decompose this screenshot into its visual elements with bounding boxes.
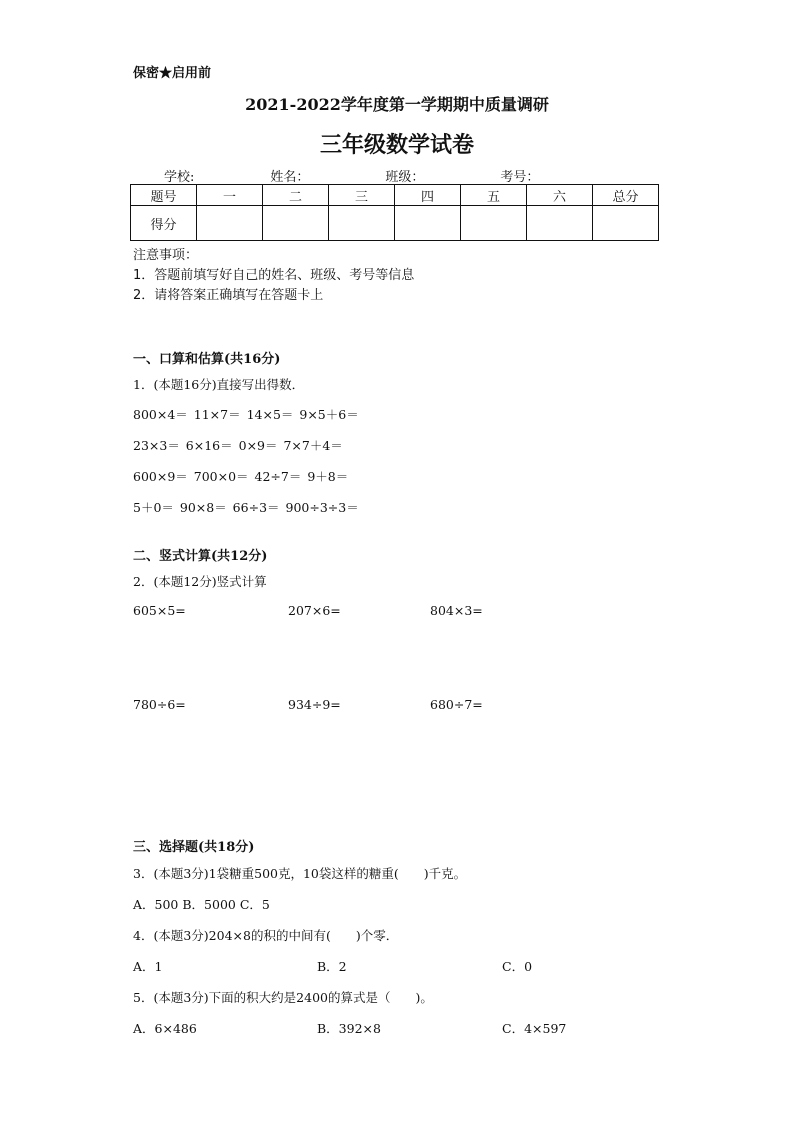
- question-5-text: 5．(本题3分)下面的积大约是2400的算式是（ )。: [133, 990, 433, 1005]
- name-label: 姓名：: [270, 170, 310, 185]
- vertical-calc-item: 804×3=: [430, 603, 483, 618]
- table-header-cell: 一: [197, 185, 263, 206]
- exam-title: 2021-2022学年度第一学期期中质量调研: [245, 95, 549, 114]
- table-header-cell: 二: [263, 185, 329, 206]
- question-2-text: 2．(本题12分)竖式计算: [133, 574, 267, 589]
- class-field[interactable]: [424, 170, 500, 185]
- score-cell[interactable]: [461, 206, 527, 241]
- vertical-calc-item: 207×6=: [288, 603, 341, 618]
- question-4-text: 4．(本题3分)204×8的积的中间有( )个零．: [133, 928, 399, 943]
- name-field[interactable]: [309, 170, 385, 185]
- vertical-calc-item: 934÷9=: [288, 697, 341, 712]
- vertical-calc-item: 680÷7=: [430, 697, 483, 712]
- option-c[interactable]: C．4×597: [502, 1021, 567, 1036]
- score-table: [130, 184, 659, 241]
- table-header-cell: 三: [329, 185, 395, 206]
- exam-subtitle: 三年级数学试卷: [319, 133, 474, 158]
- score-cell[interactable]: [527, 206, 593, 241]
- calc-line: 5＋0＝ 90×8＝ 66÷3＝ 900÷3÷3＝: [133, 500, 359, 515]
- score-cell[interactable]: [329, 206, 395, 241]
- exam-no-label: 考号：: [500, 170, 540, 185]
- option-a[interactable]: A．1: [133, 959, 163, 974]
- section-2-title: 二、竖式计算(共12分): [133, 549, 268, 564]
- score-table-score-row: [131, 206, 659, 241]
- table-row-label: 得分: [131, 206, 197, 241]
- confidential-label: 保密★启用前: [133, 66, 212, 81]
- student-info-line: [164, 166, 617, 185]
- score-cell[interactable]: [197, 206, 263, 241]
- section-1-title: 一、口算和估算(共16分): [133, 352, 281, 367]
- option-a[interactable]: A．6×486: [133, 1021, 197, 1036]
- notes-item: 1．答题前填写好自己的姓名、班级、考号等信息: [133, 268, 415, 283]
- option-b[interactable]: B．392×8: [317, 1021, 381, 1036]
- notes-block: [133, 246, 414, 306]
- table-header-cell: 题号: [131, 185, 197, 206]
- calc-line: 23×3＝ 6×16＝ 0×9＝ 7×7＋4＝: [133, 438, 343, 453]
- exam-no-field[interactable]: [539, 170, 617, 185]
- option-b[interactable]: B．2: [317, 959, 347, 974]
- school-label: 学校:: [164, 170, 195, 185]
- table-header-cell: 六: [527, 185, 593, 206]
- question-1-text: 1．(本题16分)直接写出得数．: [133, 377, 305, 392]
- notes-item: 2．请将答案正确填写在答题卡上: [133, 288, 324, 303]
- vertical-calc-item: 605×5=: [133, 603, 186, 618]
- table-header-cell: 四: [395, 185, 461, 206]
- vertical-calc-item: 780÷6=: [133, 697, 186, 712]
- score-table-header-row: [131, 185, 659, 206]
- section-3-title: 三、选择题(共18分): [133, 840, 255, 855]
- class-label: 班级：: [385, 170, 425, 185]
- table-header-cell: 五: [461, 185, 527, 206]
- question-3-text: 3．(本题3分)1袋糖重500克，10袋这样的糖重( )千克。: [133, 866, 467, 881]
- score-cell[interactable]: [395, 206, 461, 241]
- school-field[interactable]: [194, 170, 270, 185]
- score-cell[interactable]: [593, 206, 659, 241]
- table-header-cell: 总分: [593, 185, 659, 206]
- question-3-options: A．500 B．5000 C．5: [133, 897, 270, 912]
- calc-line: 600×9＝ 700×0＝ 42÷7＝ 9＋8＝: [133, 469, 349, 484]
- score-cell[interactable]: [263, 206, 329, 241]
- calc-line: 800×4＝ 11×7＝ 14×5＝ 9×5＋6＝: [133, 407, 359, 422]
- option-c[interactable]: C．0: [502, 959, 533, 974]
- notes-heading: 注意事项：: [133, 248, 199, 263]
